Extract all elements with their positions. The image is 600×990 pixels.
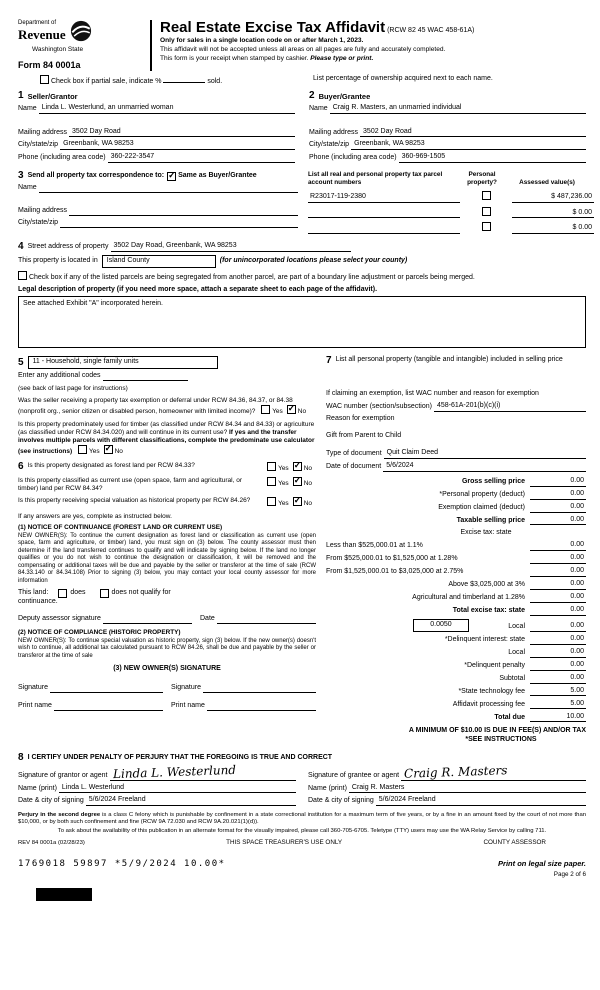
personal-property-checkbox[interactable] (482, 191, 491, 200)
buyer-name-label: Name (309, 104, 328, 112)
same-as-buyer-checkbox[interactable] (167, 172, 176, 181)
forest-land-yesno (267, 462, 316, 473)
tax-value[interactable]: 5.00 (530, 700, 586, 710)
correspondence-mailing-field[interactable] (69, 207, 298, 216)
tax-label: Local (508, 648, 525, 656)
type-of-document-label: Type of document (326, 450, 382, 458)
perjury-notice (18, 812, 586, 826)
grantor-print-name-label: Name (print) (18, 784, 57, 792)
grantor-signature-label: Signature of grantor or agent (18, 771, 108, 779)
date-of-document-label: Date of document (326, 463, 382, 471)
no-label: No (303, 465, 312, 472)
correspondence-name-field[interactable] (39, 184, 298, 193)
assessed-value-field[interactable]: $ 0.00 (512, 209, 594, 219)
tax-value[interactable]: 0.00 (530, 580, 586, 590)
no-checkbox[interactable] (104, 445, 113, 454)
treasurer-use-label: THIS SPACE TREASURER'S USE ONLY (226, 839, 343, 847)
buyer-citystatezip-label: City/state/zip (309, 141, 350, 149)
segregated-checkbox[interactable] (18, 271, 27, 280)
grantee-signature-block (308, 765, 586, 806)
tax-label: Gross selling price (461, 477, 525, 485)
assessed-value-field[interactable]: $ 0.00 (512, 224, 594, 234)
seller-title: Seller/Grantor (27, 91, 78, 101)
yes-label: Yes (272, 408, 283, 416)
section-5-number: 5 (18, 356, 24, 368)
tax-value[interactable]: 0.00 (530, 503, 586, 513)
grantee-print-name-label: Name (print) (308, 784, 347, 792)
tax-correspondence-section (18, 171, 308, 234)
tax-value[interactable]: 0.00 (530, 541, 586, 551)
tax-label: From $525,000.01 to $1,525,000 at 1.28% (326, 555, 458, 563)
parcel-row (308, 191, 594, 203)
tax-label: *Delinquent penalty (464, 661, 525, 669)
partial-sale-checkbox[interactable] (40, 75, 49, 84)
parcel-row (308, 222, 594, 234)
seller-phone-field[interactable]: 360-222-3547 (108, 153, 295, 163)
county-note: (for unincorporated locations please select your county) (219, 257, 408, 265)
grantor-signature-script: Linda L. Westerlund (112, 762, 236, 781)
buyer-citystatezip-field[interactable]: Greenbank, WA 98253 (351, 140, 586, 150)
yes-checkbox[interactable] (78, 445, 87, 454)
street-address-field[interactable]: 3502 Day Road, Greenbank, WA 98253 (111, 242, 352, 252)
header-divider (150, 20, 152, 71)
tax-label: Total due (494, 713, 525, 721)
wac-number-field[interactable]: 458-61A-201(b)(c)(i) (434, 402, 586, 412)
additional-codes-field[interactable] (103, 372, 189, 381)
forest-land-question-text: Is this property designated as forest land per RCW 84.33? (27, 462, 195, 469)
header-note-1: Only for sales in a single location code on or after March 1, 2023. (160, 36, 364, 44)
seller-name-label: Name (18, 104, 37, 112)
parcel-number-field[interactable] (308, 225, 460, 234)
partial-sale-sold-label: sold. (207, 78, 223, 86)
owner-signature-label: Signature (18, 684, 48, 692)
tax-label: *State technology fee (458, 687, 525, 695)
perjury-bold-text: Perjury in the second degree (18, 812, 101, 819)
tax-value[interactable]: 0.00 (530, 674, 586, 684)
owner-signature-field[interactable] (203, 684, 316, 693)
tax-label: Exemption claimed (deduct) (438, 503, 525, 511)
correspondence-name-label: Name (18, 184, 37, 192)
tax-label: Total excise tax: state (452, 607, 525, 615)
partial-sale-percent-field[interactable] (163, 75, 205, 83)
grantee-signature-label: Signature of grantee or agent (308, 771, 400, 779)
tax-value[interactable]: 0.00 (530, 490, 586, 500)
yes-checkbox[interactable] (267, 462, 276, 471)
legal-description-label: Legal description of property (if you need more space, attach a separate sheet to each page of the affidavit). (18, 285, 378, 293)
dor-logo-icon (70, 20, 92, 46)
local-rate-field[interactable]: 0.0050 (413, 619, 469, 632)
seller-phone-label: Phone (including area code) (18, 154, 106, 162)
personal-property-header: Personal property? (467, 170, 497, 186)
certification-section (18, 753, 586, 806)
department-of-label: Department of (18, 20, 57, 26)
buyer-phone-field[interactable]: 360-969-1505 (399, 153, 586, 163)
no-label: No (297, 408, 307, 416)
notice-compliance-title: (2) NOTICE OF COMPLIANCE (HISTORIC PROPERTY) (18, 628, 181, 636)
correspondence-label: Send all property tax correspondence to: (27, 172, 165, 180)
owner-print-name-label: Print name (18, 702, 52, 710)
grantor-signature-field[interactable] (110, 762, 296, 781)
right-column (326, 356, 586, 744)
tax-label: Subtotal (499, 674, 525, 682)
partial-sale-row (40, 75, 586, 87)
washington-state-label: Washington State (32, 45, 84, 53)
header-note-type-print: Please type or print. (310, 55, 374, 63)
yes-label: Yes (278, 480, 289, 488)
notice-compliance-body: NEW OWNER(S): To continue special valuation as historic property, sign (3) below. If the new owner(s) doesn't wish to continue, all additional tax calculated pursuant to RCW 84.26, shall be due and payable by the seller or transferor at the time of sale (18, 637, 316, 659)
scan-artifact-bar (36, 888, 92, 901)
tax-value[interactable]: 0.00 (530, 606, 586, 616)
new-owners-signature-title: (3) NEW OWNER(S) SIGNATURE (113, 665, 221, 673)
does-not-qualify-checkbox[interactable] (100, 589, 109, 598)
certify-statement: I CERTIFY UNDER PENALTY OF PERJURY THAT THE FOREGOING IS TRUE AND CORRECT (27, 754, 333, 762)
tax-label: From $1,525,000.01 to $3,025,000 at 2.75% (326, 568, 464, 576)
exemption-deferral-question-text: Was the seller receiving a property tax exemption or deferral under RCW 84.36, 84.37, or 84.38 (nonprofit org., senior citizen or disabled person, homeowner with limited income)? (18, 397, 293, 416)
form-title-rcw: (RCW 82 45 WAC 458-61A) (387, 27, 475, 34)
grantee-date-city-field[interactable]: 5/6/2024 Freeland (376, 796, 586, 806)
tax-label: Above $3,025,000 at 3% (448, 581, 525, 589)
tax-value[interactable]: 0.00 (530, 661, 586, 671)
section-1-number: 1 (18, 89, 24, 101)
buyer-mailing-field[interactable]: 3502 Day Road (360, 128, 586, 138)
if-yes-instruction: If any answers are yes, complete as instructed below. (18, 512, 172, 520)
parcel-table (308, 171, 594, 234)
claiming-exemption-note: If claiming an exemption, list WAC number and reason for exemption (326, 390, 539, 398)
additional-codes-label: Enter any additional codes (18, 372, 101, 380)
middle-columns (18, 356, 586, 744)
seller-section (18, 91, 309, 163)
revenue-wordmark: Revenue (18, 26, 66, 42)
seller-citystatezip-label: City/state/zip (18, 141, 59, 149)
dor-logo-block (18, 20, 148, 71)
grantor-date-city-label: Date & city of signing (18, 797, 84, 805)
predominate-use-question (18, 421, 316, 457)
no-checkbox[interactable] (293, 462, 302, 471)
street-address-label: Street address of property (27, 243, 109, 251)
section-4-number: 4 (18, 241, 24, 253)
type-of-document-field[interactable]: Quit Claim Deed (384, 449, 586, 459)
reason-for-exemption-label: Reason for exemption (326, 414, 395, 422)
owner-print-name-field[interactable] (207, 702, 316, 711)
does-not-label: does not qualify for (111, 589, 171, 597)
parcel-number-field[interactable] (308, 209, 460, 218)
grantor-print-name-field[interactable]: Linda L. Westerlund (59, 784, 296, 794)
buyer-phone-label: Phone (including area code) (309, 154, 397, 162)
excise-tax-state-header: Excise tax: state (460, 529, 512, 537)
predominate-use-question-text: Is this property predominately used for timber (as classified under RCW 84.34 and 84.33) or agriculture (as classified under RCW 84.34.020) and will continue in its current use? (18, 420, 315, 436)
tax-value[interactable]: 0.00 (530, 635, 586, 645)
current-use-question (18, 477, 316, 493)
grantee-date-city-label: Date & city of signing (308, 797, 374, 805)
header-note-3: This form is your receipt when stamped by cashier. (160, 55, 309, 63)
same-as-buyer-label: Same as Buyer/Grantee (178, 172, 257, 180)
owner-print-name-label: Print name (171, 702, 205, 710)
wac-number-label: WAC number (section/subsection) (326, 403, 432, 411)
no-label: No (303, 480, 312, 488)
seller-name-field[interactable]: Linda L. Westerlund, an unmarried woman (39, 104, 295, 114)
legal-size-note: Print on legal size paper. (498, 859, 586, 869)
tax-computation (326, 477, 586, 722)
located-in-label: This property is located in (18, 257, 98, 265)
tax-value[interactable]: 0.00 (530, 593, 586, 603)
tax-label: Less than $525,000.01 at 1.1% (326, 542, 423, 550)
yes-checkbox[interactable] (267, 477, 276, 486)
notice-continuance-title: (1) NOTICE OF CONTINUANCE (FOREST LAND OR CURRENT USE) (18, 523, 223, 531)
section-6-number: 6 (18, 461, 24, 472)
yes-label: Yes (278, 465, 289, 472)
tax-label: *Delinquent interest: state (444, 635, 525, 643)
owner-print-name-field[interactable] (54, 702, 163, 711)
codes-instructions-note: (see back of last page for instructions) (18, 385, 128, 393)
form-title: Real Estate Excise Tax Affidavit (160, 19, 386, 36)
treasurer-stamp: 1769018 59897 *5/9/2024 10.00* (18, 859, 226, 870)
tax-label: *Personal property (deduct) (439, 490, 525, 498)
deputy-date-label: Date (200, 615, 215, 623)
ownership-percentage-note: List percentage of ownership acquired next to each name. (313, 75, 493, 83)
partial-sale-label: Check box if partial sale, indicate % (50, 78, 162, 86)
forest-land-question (18, 462, 316, 473)
reason-for-exemption-field[interactable]: Gift from Parent to Child (326, 431, 402, 439)
rev-number: REV 84 0001a (02/28/23) (18, 840, 85, 847)
parcel-number-header: List all real and personal property tax parcel account numbers (308, 170, 443, 186)
no-checkbox[interactable] (293, 497, 302, 506)
no-checkbox[interactable] (293, 477, 302, 486)
parcel-number-field[interactable]: R23017-119-2380 (308, 193, 460, 203)
personal-property-checkbox[interactable] (482, 222, 491, 231)
personal-property-checkbox[interactable] (482, 207, 491, 216)
see-instructions-note: *SEE INSTRUCTIONS (465, 736, 537, 744)
form-number: Form 84 0001a (18, 59, 81, 70)
tax-value[interactable]: 0.00 (530, 554, 586, 564)
form-footer (18, 812, 586, 901)
tax-value[interactable]: 0.00 (530, 648, 586, 658)
section-2-number: 2 (309, 89, 315, 101)
date-of-document-field[interactable]: 5/6/2024 (383, 462, 586, 472)
notice-continuance-body: NEW OWNER(S): To continue the current designation as forest land or classification as current use (open space, farm and agriculture, or timber) land, you must sign on (3) below. The county assessor must then determine if the land transferred continues to qualify and will indicate by signing below. If the land no longer qualifies or you do not wish to continue the designation or classification, it will be removed and the compensating or additional taxes will be due and payable by the seller or transferor at the time of sale (RCW 84.33.140 or 84.34.108) Prior to signing (3) below, you may contact your local county assessor for more information (18, 532, 316, 584)
seller-citystatezip-field[interactable]: Greenbank, WA 98253 (60, 140, 295, 150)
tax-value[interactable]: 0.00 (530, 516, 586, 526)
deputy-assessor-signature-field[interactable] (103, 615, 192, 624)
tax-label: Affidavit processing fee (452, 700, 525, 708)
historic-property-question (18, 497, 316, 508)
personal-property-list-label: List all personal property (tangible and intangible) included in selling price (335, 356, 563, 364)
no-label: No (303, 500, 312, 508)
does-qualify-checkbox[interactable] (58, 589, 67, 598)
this-land-label: This land: (18, 589, 49, 597)
section-7-number: 7 (326, 355, 332, 367)
buyer-section (309, 91, 586, 163)
land-qualify-row (18, 589, 316, 598)
historic-property-yesno (267, 497, 316, 508)
perjury-rest-text: is a class C felony which is punishable by confinement in a state correctional institution for a maximum term of five years, or by a fine in an amount fixed by the court of not more than $10,000, or by both such confinement and fine (RCW 9A 72.030 and RCW 9A.20.021(1)(d)). (18, 812, 586, 826)
grantee-signature-field[interactable] (401, 763, 586, 781)
legal-description-field[interactable]: See attached Exhibit "A" incorporated herein. (18, 296, 586, 348)
left-column (18, 356, 326, 744)
county-select[interactable]: Island County (102, 255, 216, 268)
parcel-row (308, 207, 594, 219)
predominate-use-bold-text: If yes and the transfer involves multiple parcels with different classifications, complete the predominate use calculator (see instructions) (18, 428, 315, 455)
owner-signature-label: Signature (171, 684, 201, 692)
no-label: No (114, 447, 123, 455)
buyer-mailing-label: Mailing address (309, 128, 359, 136)
exemption-deferral-yesno (261, 408, 310, 415)
no-checkbox[interactable] (287, 405, 296, 414)
yes-checkbox[interactable] (267, 497, 276, 506)
yes-label: Yes (278, 500, 289, 508)
seller-mailing-field[interactable]: 3502 Day Road (69, 128, 295, 138)
tax-label: Agricultural and timberland at 1.28% (412, 594, 525, 602)
current-use-yesno (267, 477, 316, 493)
buyer-title: Buyer/Grantee (318, 91, 371, 101)
seller-mailing-label: Mailing address (18, 128, 68, 136)
buyer-name-field[interactable]: Craig R. Masters, an unmarried individual (330, 104, 586, 114)
correspondence-mailing-label: Mailing address (18, 207, 68, 215)
minimum-due-note: A MINIMUM OF $10.00 IS DUE IN FEE(S) AND/OR TAX (408, 727, 586, 735)
historic-property-question-text: Is this property receiving special valuation as historical property per RCW 84.26? (18, 497, 251, 505)
assessed-value-header: Assessed value(s) (519, 178, 575, 186)
segregated-label: Check box if any of the listed parcels are being segregated from another parcel, are part of a boundary line adjustment or parcels being merged. (28, 273, 475, 281)
tax-value[interactable]: 10.00 (530, 713, 586, 723)
owner-signature-field[interactable] (50, 684, 163, 693)
section-3-number: 3 (18, 169, 24, 181)
correspondence-parcels-row (18, 169, 592, 234)
grantor-date-city-field[interactable]: 5/6/2024 Freeland (86, 796, 296, 806)
exemption-deferral-question (18, 397, 316, 416)
tax-value[interactable]: 0.00 (530, 622, 586, 632)
tax-label: Local (508, 623, 525, 630)
current-use-question-text: Is this property classified as current use (open space, farm and agricultural, or timber) land per RCW 84.34? (18, 477, 242, 493)
deputy-date-field[interactable] (217, 615, 316, 624)
tax-value[interactable]: 5.00 (530, 687, 586, 697)
grantor-signature-block (18, 762, 308, 806)
tax-label: Taxable selling price (456, 516, 525, 524)
assessed-value-field[interactable]: $ 487,236.00 (512, 193, 594, 203)
parties-row (18, 91, 586, 163)
land-use-code-field[interactable]: 11 - Household, single family units (28, 356, 218, 369)
property-location-section (18, 242, 586, 348)
correspondence-citystatezip-label: City/state/zip (18, 219, 59, 227)
yes-label: Yes (89, 447, 100, 455)
alternate-format-note: To ask about the availability of this publication in an alternate format for the visually impaired, please call 360-705-6705. Teletype (TTY) users may use the WA Relay Service by calling 711. (57, 828, 547, 835)
grantee-signature-script: Craig R. Masters (403, 763, 508, 781)
header-note-2: This affidavit will not be accepted unless all areas on all pages are fully and accurately completed. (160, 45, 446, 53)
form-header (18, 20, 586, 71)
predominate-use-yesno (78, 448, 127, 455)
page-number: Page 2 of 6 (553, 870, 586, 878)
deputy-assessor-signature-label: Deputy assessor signature (18, 615, 101, 623)
tax-value[interactable]: 0.00 (530, 477, 586, 487)
county-assessor-label: COUNTY ASSESSOR (483, 839, 546, 847)
grantee-print-name-field[interactable]: Craig R. Masters (349, 784, 586, 794)
continuance-label: continuance. (18, 598, 58, 606)
tax-value[interactable]: 0.00 (530, 567, 586, 577)
section-8-number: 8 (18, 751, 24, 763)
yes-checkbox[interactable] (261, 405, 270, 414)
does-label: does (70, 589, 86, 597)
correspondence-citystatezip-field[interactable] (60, 219, 298, 228)
